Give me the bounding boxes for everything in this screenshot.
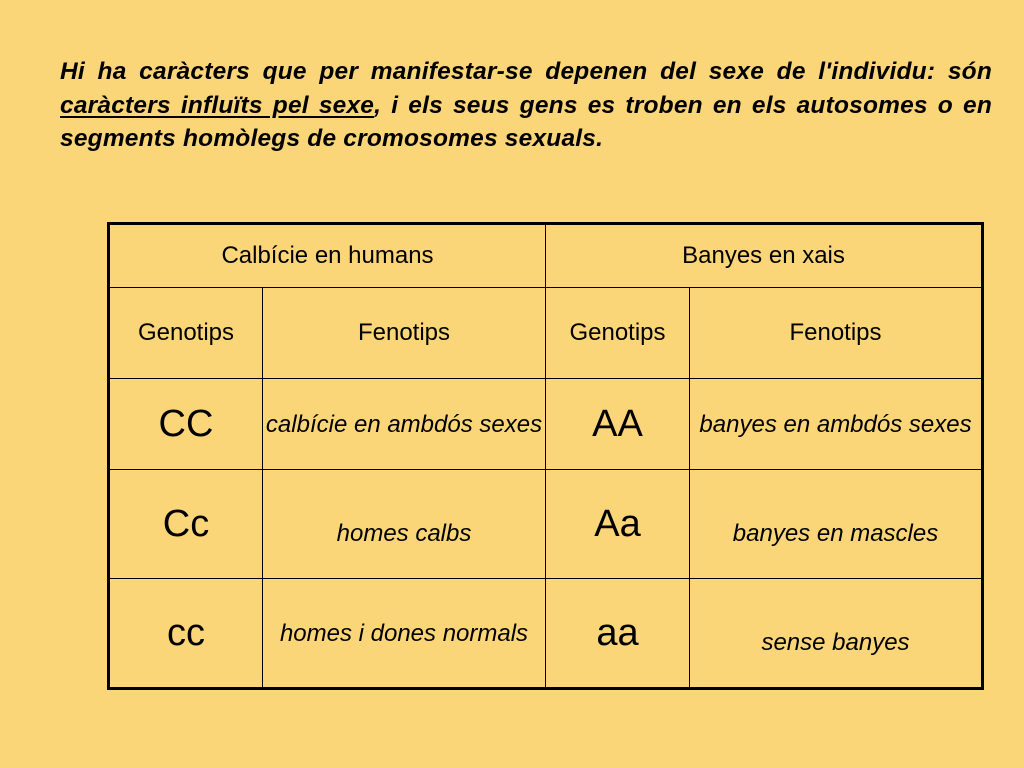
sex-influenced-traits-table [107,222,984,690]
human-phenotype-cell: homes i dones normals [263,579,546,689]
sheep-phenotype-cell: banyes en ambdós sexes [690,379,983,470]
subheader-sheep-phenotypes: Fenotips [690,288,983,379]
human-genotype-cell: CC [109,379,263,470]
intro-paragraph [60,55,992,156]
human-genotype-cell: cc [109,579,263,689]
sheep-genotype-cell: AA [546,379,690,470]
intro-text-end: , i els seus gens es troben en els autosomes o en segments homòlegs de cromosomes sexuals. [60,91,993,152]
intro-text-start: Hi ha caràcters que per manifestar-se depenen del sexe de l'individu: són [60,58,992,85]
intro-underlined-term: caràcters influïts pel sexe [60,91,375,119]
header-human-baldness: Calbície en humans [109,224,546,288]
table-row [109,379,983,470]
subheader-human-genotypes: Genotips [109,288,263,379]
human-phenotype-cell: homes calbs [263,470,546,579]
table-row [109,579,983,689]
sheep-phenotype-cell: banyes en mascles [690,470,983,579]
table-subheader-row [109,288,983,379]
subheader-human-phenotypes: Fenotips [263,288,546,379]
human-phenotype-cell: calbície en ambdós sexes [263,379,546,470]
subheader-sheep-genotypes: Genotips [546,288,690,379]
sheep-genotype-cell: Aa [546,470,690,579]
table-group-header-row [109,224,983,288]
table-row [109,470,983,579]
header-sheep-horns: Banyes en xais [546,224,983,288]
human-genotype-cell: Cc [109,470,263,579]
sheep-genotype-cell: aa [546,579,690,689]
sheep-phenotype-cell: sense banyes [690,579,983,689]
